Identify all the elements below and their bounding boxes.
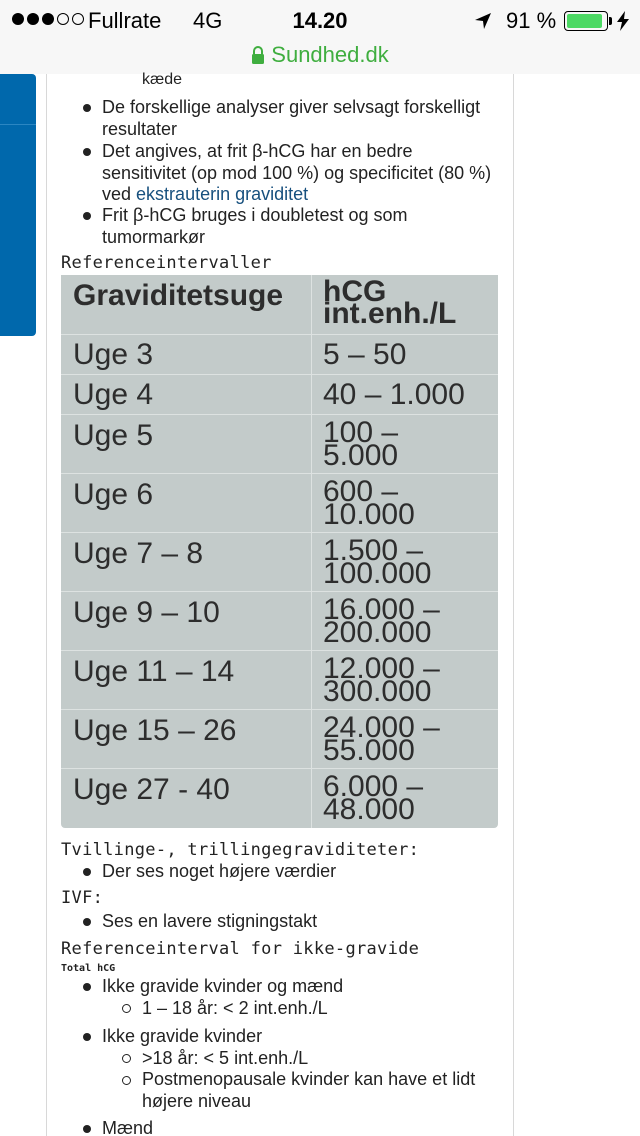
carrier-name: Fullrate [88,8,162,33]
hcg-reference-table [61,275,498,828]
sub-list-item: 1 – 18 år: < 2 int.enh./L [142,998,328,1018]
table-row-value: 16.000 – 200.000 [323,593,440,649]
ekstrauterin-graviditet-link[interactable]: ekstrauterin graviditet [136,184,309,204]
table-row-value: 24.000 – 55.000 [323,711,440,767]
list-item: Der ses noget højere værdier [102,861,337,881]
list-item: Ses en lavere stigningstakt [102,911,318,931]
battery-percent: 91 % [506,8,557,33]
table-header-week: Graviditetsuge [73,279,284,312]
table-row-value: 600 – 10.000 [323,475,415,531]
table-row-week: Uge 5 [73,419,154,452]
url-text[interactable]: Sundhed.dk [271,42,389,67]
table-row-week: Uge 9 – 10 [73,596,220,629]
bullet-dot [83,1125,91,1133]
bullet-dot [83,148,91,156]
table-row-week: Uge 27 - 40 [73,773,230,806]
table-row-week: Uge 4 [73,378,154,411]
sub-list-item: Postmenopausale kvinder kan have et lidt højere niveau [142,1069,476,1111]
twins-heading: Tvillinge-, trillingegraviditeter: [61,840,420,860]
sub-bullet-circle [122,1076,131,1085]
list-item: Ikke gravide kvinder [102,1026,263,1046]
table-row-week: Uge 7 – 8 [73,537,204,570]
table-row-week: Uge 3 [73,338,154,371]
bullet-dot [83,918,91,926]
table-row-value: 5 – 50 [323,338,407,371]
location-arrow-icon [474,12,492,30]
table-row-value: 6.000 – 48.000 [323,770,424,826]
sub-bullet-circle [122,1004,131,1013]
address-bar[interactable] [0,40,640,74]
cut-off-text: kæde [142,71,183,88]
total-hcg-label: Total hCG [61,963,116,974]
list-item: Ikke gravide kvinder og mænd [102,976,344,996]
bullet-dot [83,983,91,991]
nonpregnant-heading: Referenceinterval for ikke-gravide [61,939,420,959]
bullet-dot [83,212,91,220]
charging-bolt-icon [616,11,630,31]
table-row-value: 40 – 1.000 [323,378,465,411]
list-item: De forskellige analyser giver selvsagt forskelligt resultater [102,97,481,139]
status-bar [0,0,640,40]
sub-list-item: >18 år: < 5 int.enh./L [142,1048,309,1068]
table-row-week: Uge 11 – 14 [73,655,235,688]
battery-icon [564,11,608,31]
list-item: Mænd [102,1118,154,1136]
table-row-week: Uge 15 – 26 [73,714,237,747]
list-item-text: Det angives, at frit β-hCG har en bedre sensitivitet (op mod 100 %) og specificitet (80 %) ved [102,141,492,204]
table-row-value: 12.000 – 300.000 [323,652,440,708]
bullet-dot [83,104,91,112]
table-row-value: 100 – 5.000 [323,416,399,472]
side-menu-tab[interactable] [0,74,36,336]
network-type: 4G [193,8,223,33]
reference-heading: Referenceintervaller [61,253,272,273]
clock: 14.20 [292,8,348,33]
bullet-dot [83,1033,91,1041]
table-row-week: Uge 6 [73,478,154,511]
sub-bullet-circle [122,1054,131,1063]
lock-icon [251,46,265,64]
list-item: Frit β-hCG bruges i doubletest og som tumormarkør [102,205,408,247]
ivf-heading: IVF: [61,888,104,908]
bullet-dot [83,868,91,876]
table-header-hcg: hCG int.enh./L [323,275,457,330]
list-item [102,141,498,206]
table-row-value: 1.500 – 100.000 [323,534,432,590]
